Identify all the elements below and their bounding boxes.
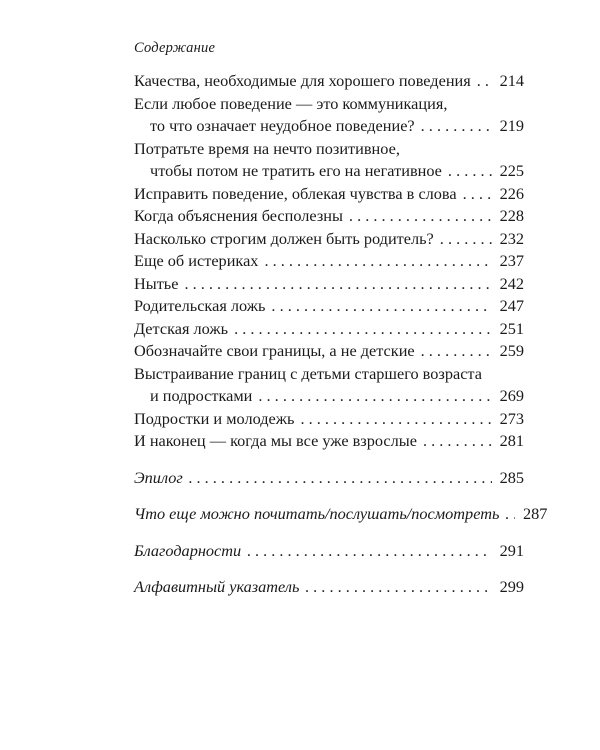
toc-entry-title: Качества, необходимые для хорошего поведения [134, 71, 471, 90]
dot-leader [349, 205, 492, 228]
toc-entry-title: Выстраивание границ с детьми старшего возраста [134, 363, 482, 383]
dot-leader [421, 115, 492, 138]
toc-line [134, 138, 524, 161]
toc-line [134, 183, 524, 206]
toc-entry [134, 93, 524, 138]
table-of-contents [134, 70, 548, 599]
toc-entry-title-continued: и подростками [150, 386, 253, 405]
toc-section-title: Эпилог [134, 467, 183, 487]
toc-page-number: 228 [499, 206, 524, 225]
toc-line [134, 93, 524, 116]
toc-page-number: 299 [499, 577, 524, 596]
toc-line [134, 160, 524, 183]
toc-entry-title: Обозначайте свои границы, а не детские [134, 341, 415, 360]
dot-leader [463, 183, 492, 206]
toc-entry-title: Насколько строгим должен быть родитель? [134, 228, 434, 248]
toc-page-number: 232 [499, 228, 524, 248]
toc-line [134, 467, 524, 490]
toc-section [134, 576, 524, 599]
toc-entry-title-continued: то что означает неудобное поведение? [150, 116, 415, 135]
toc-entry-title-continued: чтобы потом не тратить его на негативное [150, 161, 442, 180]
dot-leader [258, 385, 492, 408]
dot-leader [271, 295, 492, 318]
toc-entry-title: Родительская ложь [134, 296, 266, 315]
toc-entry [134, 318, 524, 341]
dot-leader [448, 160, 492, 183]
toc-line [134, 205, 524, 228]
dot-leader [440, 228, 492, 251]
toc-page-number: 269 [499, 386, 524, 405]
toc-entry-title: Еще об истериках [134, 251, 259, 270]
toc-entry [134, 295, 524, 318]
dot-leader [477, 70, 492, 93]
toc-line [134, 228, 524, 251]
toc-page-number: 237 [499, 251, 524, 270]
toc-entry [134, 408, 524, 431]
toc-section [134, 503, 548, 526]
toc-line [134, 503, 548, 526]
dot-leader [189, 467, 492, 490]
toc-page-number: 242 [499, 273, 524, 293]
toc-page-number: 219 [499, 116, 524, 135]
toc-line [134, 340, 524, 363]
toc-entry [134, 138, 524, 183]
dot-leader [234, 318, 492, 341]
toc-line [134, 318, 524, 341]
dot-leader [423, 430, 492, 453]
toc-line [134, 576, 524, 599]
toc-section-title: Что еще можно почитать/послушать/посмотреть [134, 504, 500, 523]
dot-leader [247, 540, 492, 563]
toc-entry [134, 340, 524, 363]
toc-section [134, 467, 524, 490]
toc-entry [134, 205, 524, 228]
dot-leader [300, 408, 492, 431]
toc-line [134, 385, 524, 408]
toc-entry-title: Когда объяснения бесполезны [134, 206, 343, 225]
toc-entry-title: И наконец — когда мы все уже взрослые [134, 431, 417, 450]
toc-line [134, 70, 524, 93]
toc-line [134, 408, 524, 431]
toc-line [134, 273, 524, 296]
toc-page-number: 225 [499, 161, 524, 180]
toc-section [134, 540, 524, 563]
toc-entry-title: Исправить поведение, облекая чувства в слова [134, 183, 457, 203]
toc-entry [134, 250, 524, 273]
toc-entry-title: Если любое поведение — это коммуникация, [134, 93, 448, 113]
toc-page-number: 285 [499, 467, 524, 487]
dot-leader [305, 576, 492, 599]
toc-entry [134, 273, 524, 296]
toc-line [134, 363, 524, 386]
toc-entry-title: Подростки и молодежь [134, 408, 295, 428]
toc-line [134, 430, 524, 453]
toc-line [134, 250, 524, 273]
toc-page-number: 281 [499, 431, 524, 450]
toc-entry-title: Нытье [134, 273, 179, 293]
toc-entry [134, 70, 524, 93]
toc-page-number: 291 [499, 540, 524, 560]
toc-page-number: 251 [499, 318, 524, 338]
toc-page-number: 226 [499, 183, 524, 203]
toc-entry [134, 363, 524, 408]
dot-leader [184, 273, 492, 296]
toc-entry [134, 183, 524, 206]
toc-page-number: 287 [522, 504, 548, 523]
toc-entry [134, 430, 524, 453]
toc-line [134, 540, 524, 563]
toc-section-title: Алфавитный указатель [134, 577, 300, 596]
toc-entry [134, 228, 524, 251]
toc-page-number: 273 [499, 408, 524, 428]
toc-page-number: 259 [499, 341, 524, 360]
toc-page-number: 247 [499, 296, 524, 315]
toc-page-number: 214 [499, 71, 524, 90]
toc-line [134, 115, 524, 138]
toc-entry-title: Детская ложь [134, 318, 229, 338]
dot-leader [421, 340, 492, 363]
toc-entry-title: Потратьте время на нечто позитивное, [134, 138, 400, 158]
running-head: Содержание [134, 40, 216, 56]
toc-section-title: Благодарности [134, 540, 242, 560]
dot-leader [264, 250, 492, 273]
dot-leader [505, 503, 515, 526]
toc-line [134, 295, 524, 318]
